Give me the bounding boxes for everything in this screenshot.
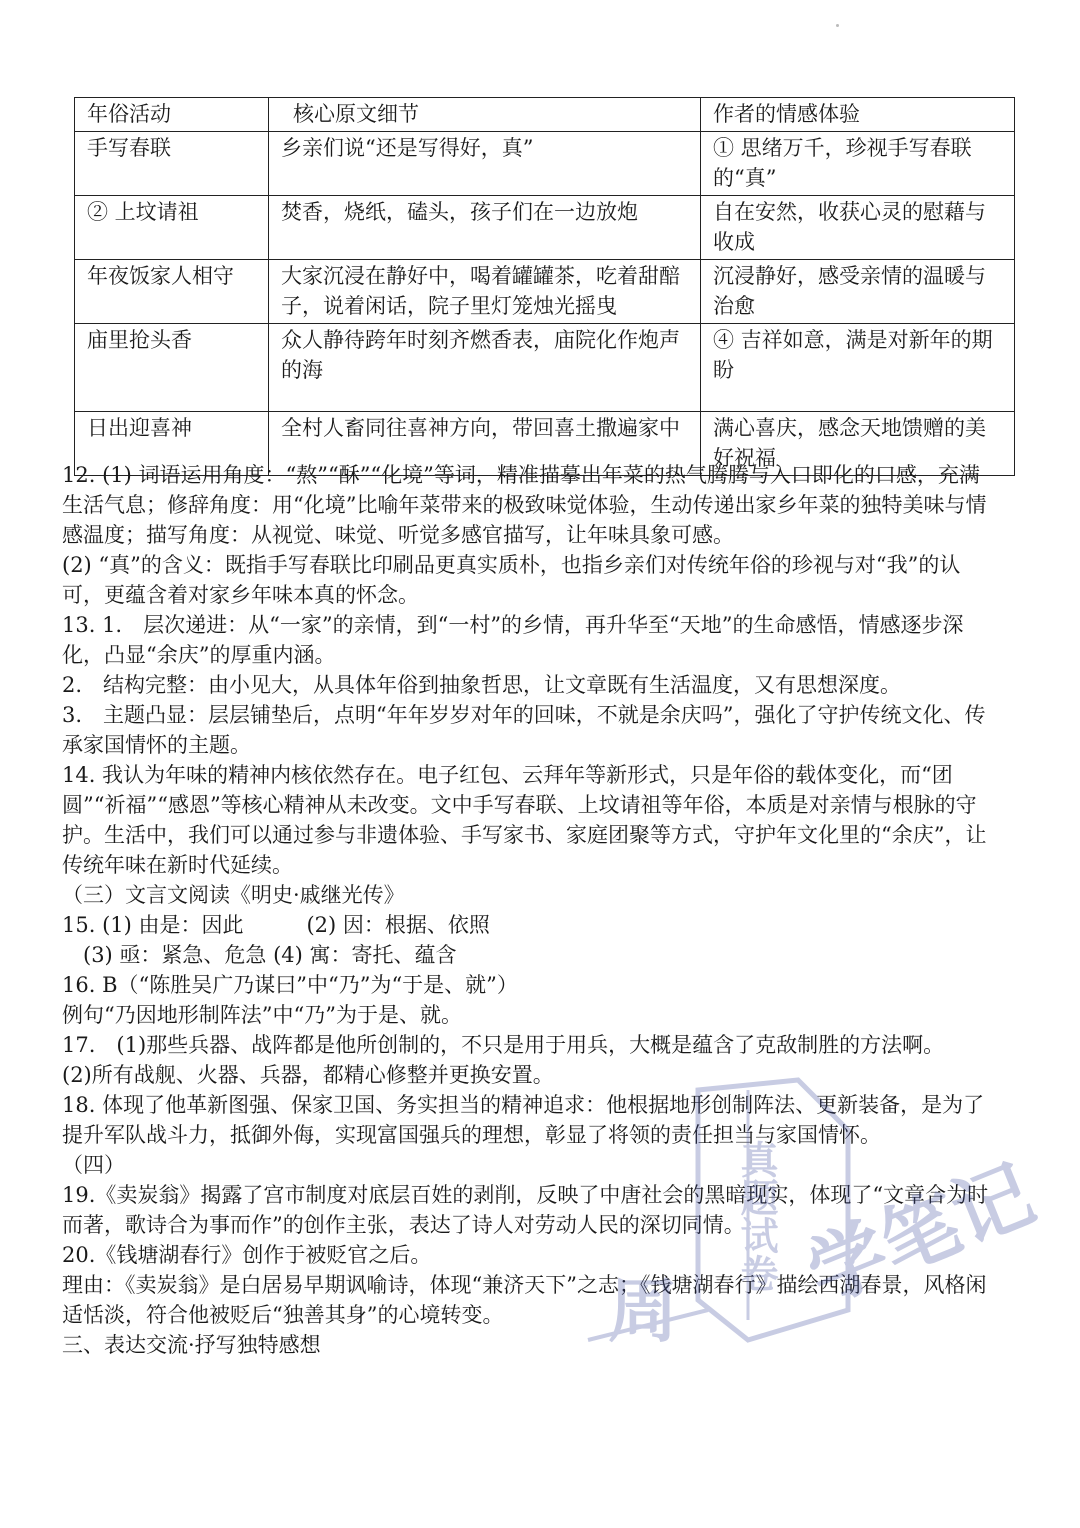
paragraph-q17-1: 17. (1)那些兵器、战阵都是他所创制的，不只是用于用兵，大概是蕴含了克敌制胜的方法啊。 [62,1033,945,1057]
paragraph-q13-2: 2. 结构完整：由小见大，从具体年俗到抽象哲思，让文章既有生活温度，又有思想深度。 [62,673,902,697]
section-heading: （三）文言文阅读《明史·戚继光传》 [62,883,405,907]
table-cell: ② 上坟请祖 [75,196,269,260]
table-header-cell: 作者的情感体验 [701,98,1015,132]
table-cell: 日出迎喜神 [75,412,269,476]
table-cell: 自在安然，收获心灵的慰藉与收成 [701,196,1015,260]
table-cell: 满心喜庆，感念天地馈赠的美好祝福 [701,412,1015,476]
watermark-side-text: 周 [608,1270,678,1352]
paragraph-q19: 19.《卖炭翁》揭露了宫市制度对底层百姓的剥削，反映了中唐社会的黑暗现实，体现了“文章合为时而著，歌诗合为事而作”的创作主张，表达了诗人对劳动人民的深切同情。 [62,1183,989,1237]
watermark-vertical-text: 真题试卷 [734,1140,778,1292]
watermark-main-text: 学笔记 [795,1149,1047,1321]
table-header-row [75,98,1015,132]
table-cell: 全村人畜同往喜神方向，带回喜土撒遍家中 [269,412,701,476]
table-cell: 众人静待跨年时刻齐燃香表，庙院化作炮声的海 [269,324,701,412]
table-row [75,324,1015,412]
table-cell: 乡亲们说“还是写得好，真” [269,132,701,196]
answer-text [62,460,992,1360]
table-cell: 沉浸静好，感受亲情的温暖与治愈 [701,260,1015,324]
paragraph-q12-2: (2) “真”的含义：既指手写春联比印刷品更真实质朴，也指乡亲们对传统年俗的珍视与对“我”的认可，更蕴含着对家乡年味本真的怀念。 [62,553,961,607]
paragraph-q20-1: 20.《钱塘湖春行》创作于被贬官之后。 [62,1243,432,1267]
scan-dot [836,24,839,27]
table-cell: 焚香，烧纸，磕头，孩子们在一边放炮 [269,196,701,260]
paragraph-q14: 14. 我认为年味的精神内核依然存在。电子红包、云拜年等新形式，只是年俗的载体变化，而“团圆”“祈福”“感恩”等核心精神从未改变。文中手写春联、上坟请祖等年俗，本质是对亲情与根脉的守护。生活中，我们可以通过参与非遗体验、手写家书、家庭团聚等方式，守护年文化里的“余庆”，让传统年味在新时代延续。 [62,763,987,877]
section-heading: 三、表达交流·抒写独特感想 [62,1333,321,1357]
paragraph-q16-1: 16. B（“陈胜吴广乃谋曰”中“乃”为“于是、就”） [62,973,518,997]
paragraph-q15-2: (3) 亟：紧急、危急 (4) 寓：寄托、蕴含 [62,943,457,967]
table-cell: 年夜饭家人相守 [75,260,269,324]
paragraph-q12-1: 12. (1) 词语运用角度：“熬”“酥”“化境”等词，精准描摹出年菜的热气腾腾与入口即化的口感，充满生活气息；修辞角度：用“化境”比喻年菜带来的极致味觉体验，生动传递出家乡年菜的独特美味与情感温度；描写角度：从视觉、味觉、听觉多感官描写，让年味具象可感。 [62,463,987,547]
paragraph-q13-1: 13. 1. 层次递进：从“一家”的亲情，到“一村”的乡情，再升华至“天地”的生命感悟，情感逐步深化，凸显“余庆”的厚重内涵。 [62,613,964,667]
table-cell: 庙里抢头香 [75,324,269,412]
table-cell: ④ 吉祥如意，满是对新年的期盼 [701,324,1015,412]
table-header-cell: 年俗活动 [75,98,269,132]
table-cell: ① 思绪万千，珍视手写春联的“真” [701,132,1015,196]
paragraph-q17-2: (2)所有战舰、火器、兵器，都精心修整并更换安置。 [62,1063,554,1087]
paragraph-q20-2: 理由：《卖炭翁》是白居易早期讽喻诗，体现“兼济天下”之志；《钱塘湖春行》描绘西湖春景，风格闲适恬淡，符合他被贬后“独善其身”的心境转变。 [62,1273,987,1327]
paragraph-q15-1: 15. (1) 由是：因此 (2) 因：根据、依照 [62,913,490,937]
paragraph-q18: 18. 体现了他革新图强、保家卫国、务实担当的精神追求：他根据地形创制阵法、更新装备，是为了提升军队战斗力，抵御外侮，实现富国强兵的理想，彰显了将领的责任担当与家国情怀。 [62,1093,985,1147]
table-header-cell: 核心原文细节 [269,98,701,132]
table-cell: 大家沉浸在静好中，喝着罐罐茶，吃着甜醅子，说着闲话，院子里灯笼烛光摇曳 [269,260,701,324]
table-row [75,196,1015,260]
section-heading: （四） [62,1153,125,1177]
paragraph-q13-3: 3. 主题凸显：层层铺垫后，点明“年年岁岁对年的回味，不就是余庆吗”，强化了守护传统文化、传承家国情怀的主题。 [62,703,986,757]
activity-table [74,97,1015,476]
table-row [75,132,1015,196]
table-cell: 手写春联 [75,132,269,196]
table-row [75,260,1015,324]
paragraph-q16-2: 例句“乃因地形制阵法”中“乃”为于是、就。 [62,1003,462,1027]
